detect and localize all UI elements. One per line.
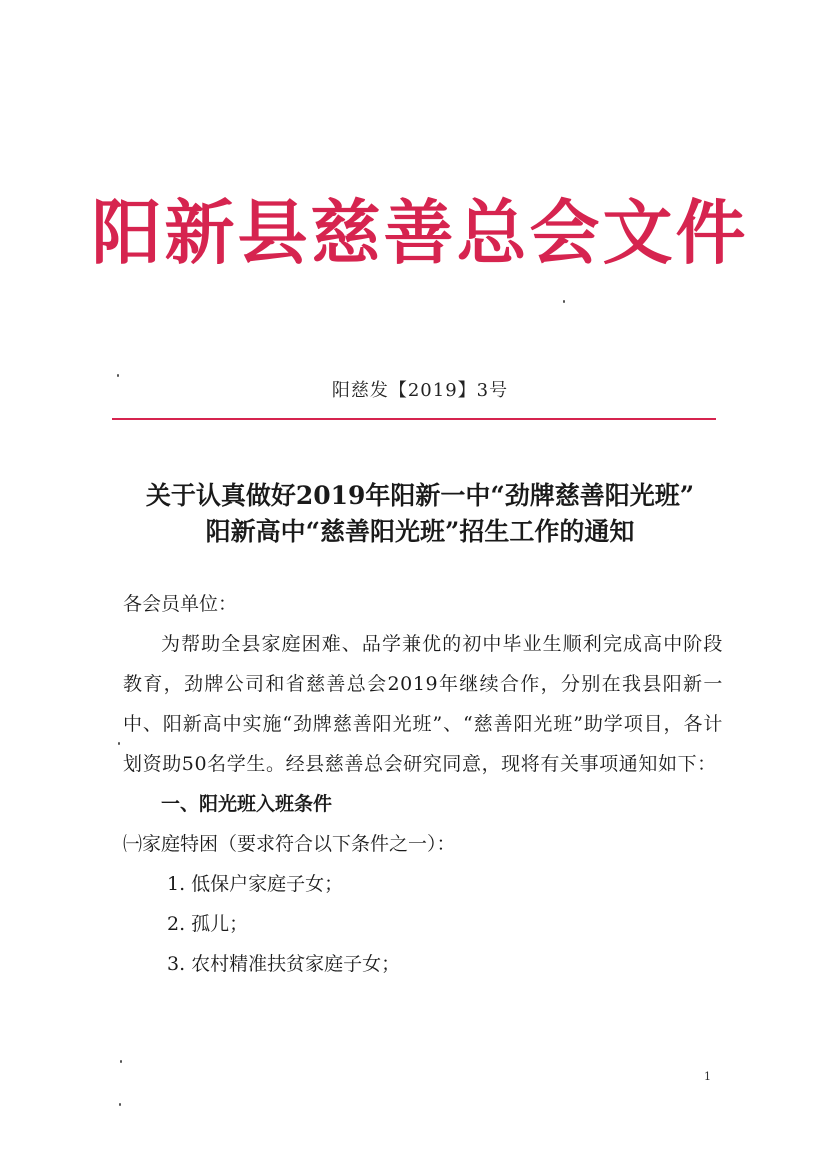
notice-title: [60, 478, 780, 550]
list-item: 3. 农村精准扶贫家庭子女；: [167, 953, 401, 975]
page-number: 1: [704, 1070, 711, 1083]
section-heading: 一、阳光班入班条件: [161, 793, 333, 815]
org-masthead-title: 阳新县慈善总会文件: [91, 191, 749, 274]
list-item: 2. 孤儿；: [167, 913, 249, 935]
intro-paragraph: 为帮助全县家庭困难、品学兼优的初中毕业生顺利完成高中阶段教育，劲牌公司和省慈善总会2019年继续合作，分别在我县阳新一中、阳新高中实施“劲牌慈善阳光班”、“慈善阳光班”助学项目，各计划资助50名学生。经县慈善总会研究同意，现将有关事项通知如下：: [123, 633, 723, 775]
notice-title-line-1: 关于认真做好2019年阳新一中“劲牌慈善阳光班”: [145, 481, 695, 510]
scan-speck: [117, 374, 119, 377]
notice-body: [123, 584, 723, 984]
salutation: 各会员单位：: [123, 593, 238, 615]
document-number: 阳慈发【2019】3号: [331, 380, 509, 401]
scan-speck: [120, 1060, 122, 1063]
scan-speck: [118, 742, 120, 745]
subsection-heading: ㈠家庭特困（要求符合以下条件之一）：: [123, 833, 456, 855]
red-divider-line: [112, 418, 716, 420]
scan-speck: [119, 1103, 121, 1106]
list-item: 1. 低保户家庭子女；: [167, 873, 344, 895]
notice-title-line-2: 阳新高中“慈善阳光班”招生工作的通知: [205, 517, 635, 546]
scan-speck: [563, 300, 565, 303]
